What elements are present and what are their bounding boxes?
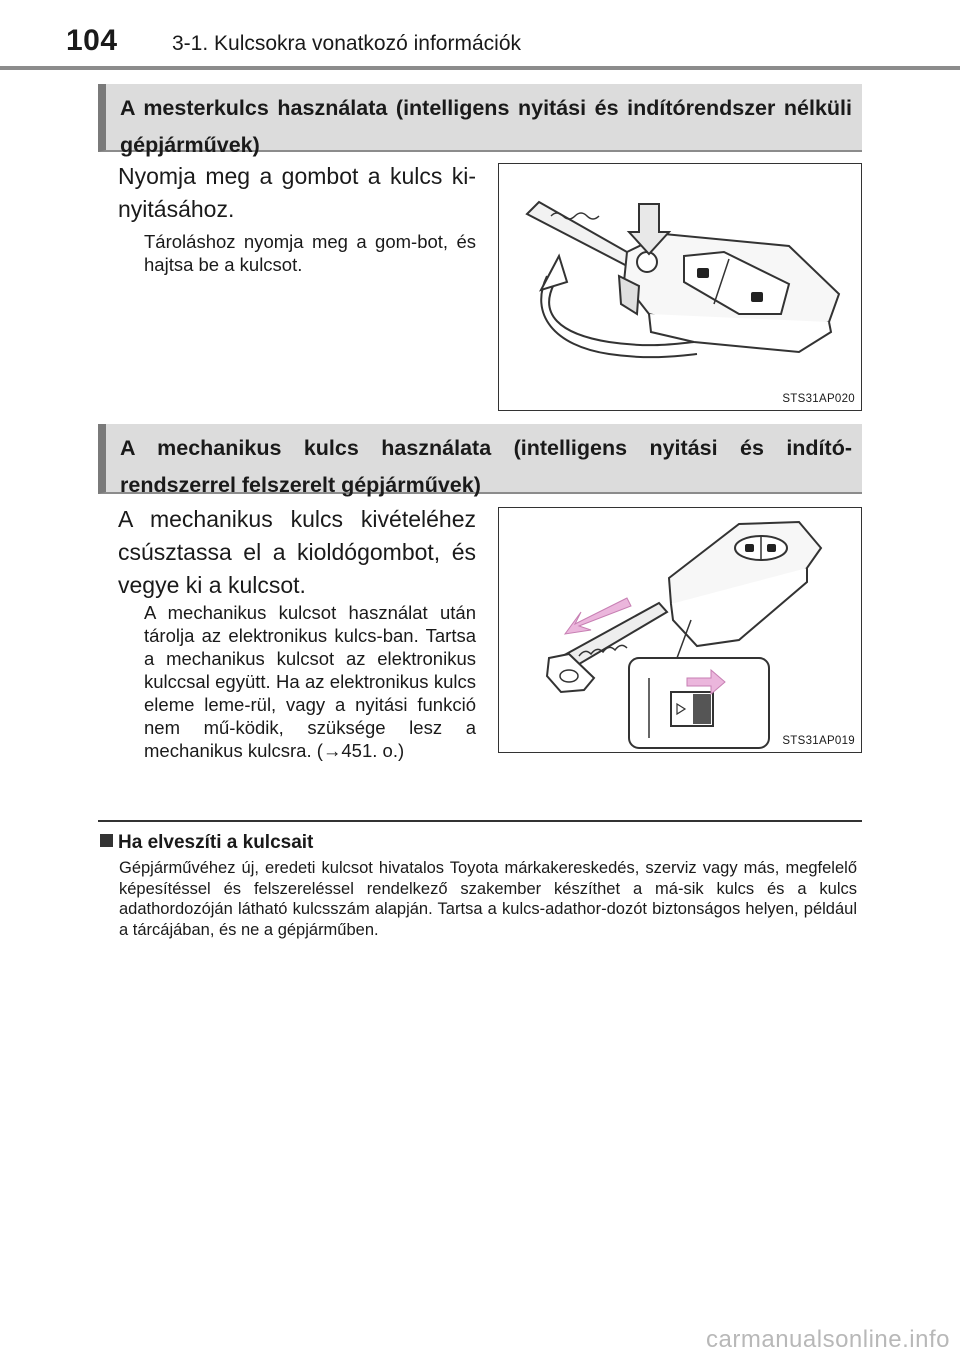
section-heading-mechanical-key: A mechanikus kulcs használata (intelligens nyitási és indító-rendszerrel felszerelt gépjárművek) [98,424,862,494]
figure-master-key-unfold [498,163,862,411]
master-key-illustration [499,164,860,409]
figure-mechanical-key-remove [498,507,862,753]
subsection-title [100,832,313,854]
watermark: carmanualsonline.info [706,1326,950,1353]
step-text-remove-key: A mechanikus kulcs kivételéhez csúsztassa el a kioldógombot, és vegye ki a kulcsot. [118,506,476,598]
subsection-title-text: Ha elveszíti a kulcsait [118,832,314,853]
smart-key-illustration [499,508,860,751]
figure-code: STS31AP019 [782,735,855,747]
note-text-fold-key: Tároláshoz nyomja meg a gom-bot, és hajtsa be a kulcsot. [144,231,476,275]
lost-keys-body: Gépjárművéhez új, eredeti kulcsot hivatalos Toyota márkakereskedés, szerviz vagy más, megfelelő képesítéssel és felszereléssel rendelkező szakember készíthet a má-sik kulcs és a kulcs adathordozóján látható kulcsszám alapján. Tartsa a kulcs-adathor-dozót biztonságos helyen, például a tárcájában, és ne a gépjárműben. [119,859,857,939]
note-text-store-key: A mechanikus kulcsot használat után tárolja az elektronikus kulcs-ban. Tartsa a mechanikus kulcsot az elektronikus kulccsal együtt. Ha az elektronikus kulcs eleme leme-rül, vagy a nyitási funkció nem mű-ködik, szüksége lesz a mechanikus kulcsra. (→451. o.) [144,602,476,761]
step-text-unfold-key: Nyomja meg a gombot a kulcs ki-nyitásához. [118,163,476,222]
page-number: 104 [66,24,118,57]
section-heading-master-key: A mesterkulcs használata (intelligens nyitási és indítórendszer nélküli gépjárművek) [98,84,862,152]
running-header: 3-1. Kulcsokra vonatkozó információk [172,32,521,55]
figure-code: STS31AP020 [782,393,855,405]
subsection-divider [98,820,862,822]
square-bullet-icon [100,834,113,847]
header-divider [0,66,960,70]
